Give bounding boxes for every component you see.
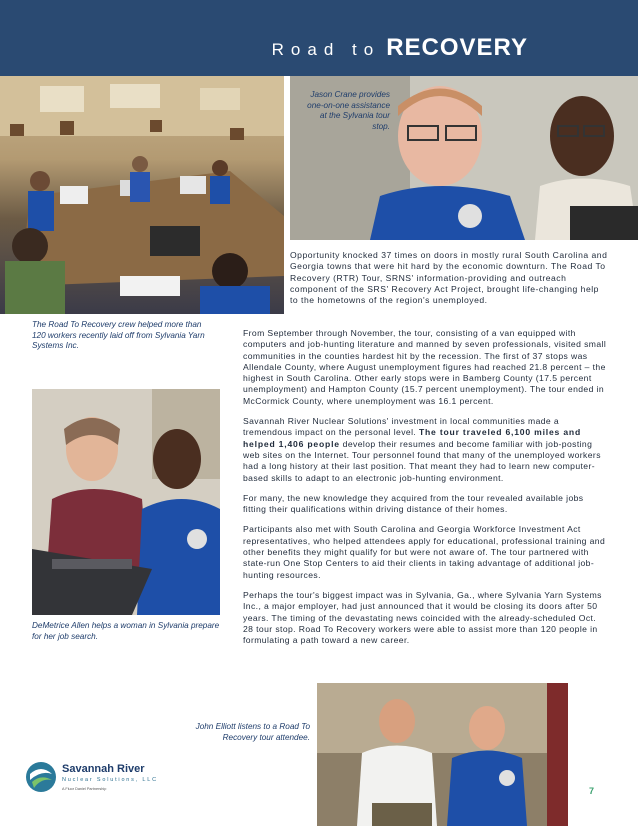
savannah-river-logo-icon	[24, 760, 58, 794]
header-band	[0, 0, 638, 76]
page-title	[272, 34, 528, 62]
title-main: RECOVERY	[386, 34, 528, 61]
impact-rest-text: develop their resumes and become familiar with job-posting web sites on the Internet. Tour personnel found that many of the unemployed workers had a long history at their last position. That meant they had to learn new computer-based skills to adapt to an electronic job-hunting environment.	[243, 438, 601, 483]
logo-subtitle: Nuclear Solutions, LLC	[62, 777, 158, 783]
srns-logo	[24, 760, 164, 796]
caption-john: John Elliott listens to a Road To Recovery tour attendee.	[195, 722, 310, 742]
paragraph-impact	[243, 416, 609, 484]
impact-highlight: The tour traveled 6,100 miles and helped 1,406 people	[243, 427, 581, 449]
impact-intro-text: Savannah River Nuclear Solutions' investment in local communities made a tremendous impact on the personal level.	[243, 416, 560, 438]
paragraph-workforce: Participants also met with South Carolina and Georgia Workforce Investment Act representatives, who helped attendees apply for educational, professional training and other benefits they might qualify for but were not aware of. The tour partnered with state-run One Stop Centers to aid their clients in taking advantage of additional job-hunting resources.	[243, 524, 606, 580]
logo-name: Savannah River	[62, 763, 145, 775]
photo-john-elliott	[317, 683, 568, 826]
logo-tagline: A Fluor Daniel Partnership	[62, 787, 107, 791]
caption-crew: The Road To Recovery crew helped more than 120 workers recently laid off from Sylvania Yarn Systems Inc.	[32, 320, 205, 350]
caption-demetrice: DeMetrice Allen helps a woman in Sylvania prepare for her job search.	[32, 621, 220, 641]
title-prefix: Road to	[271, 40, 381, 59]
intro-paragraph: Opportunity knocked 37 times on doors in mostly rural South Carolina and Georgia towns that were hit hard by the economic downturn. The Road To Recovery (RTR) Tour, SRNS' information-providing and outreach component of the SRS' Recovery Act Project, brought life-changing help to the hometowns of the region's unemployed.	[290, 250, 608, 306]
caption-jason: Jason Crane provides one-on-one assistance at the Sylvania tour stop.	[307, 90, 390, 131]
paragraph-tour-schedule: From September through November, the tour, consisting of a van equipped with computers and job-hunting literature and manned by seven professionals, visited small communities in the counties hardest hit by the recession. The first of 37 stops was Allendale County, where August unemployment figures had reached 21.8 percent – the highest in South Carolina. Other early stops were in Bamberg County (17.5 percent unemployment) and Hampton County (15.7 percent unemployment). The tour ended in McCormick County, where unemployment was 16.1 percent.	[243, 328, 607, 406]
photo-classroom	[0, 76, 284, 314]
article-body	[243, 328, 609, 655]
photo-demetrice-allen	[32, 389, 220, 615]
paragraph-sylvania: Perhaps the tour's biggest impact was in Sylvania, Ga., where Sylvania Yarn Systems Inc., a major employer, had just announced that it would be closing its doors after 50 years. The timing of the devastating news coincided with the already-scheduled Oct. 28 tour stop. Road To Recovery workers were able to assist more than 120 people in formulating a path toward a new career.	[243, 589, 602, 646]
paragraph-knowledge: For many, the new knowledge they acquired from the tour revealed available jobs fitting their qualifications within driving distance of their homes.	[243, 492, 584, 515]
page-number: 7	[589, 786, 595, 796]
